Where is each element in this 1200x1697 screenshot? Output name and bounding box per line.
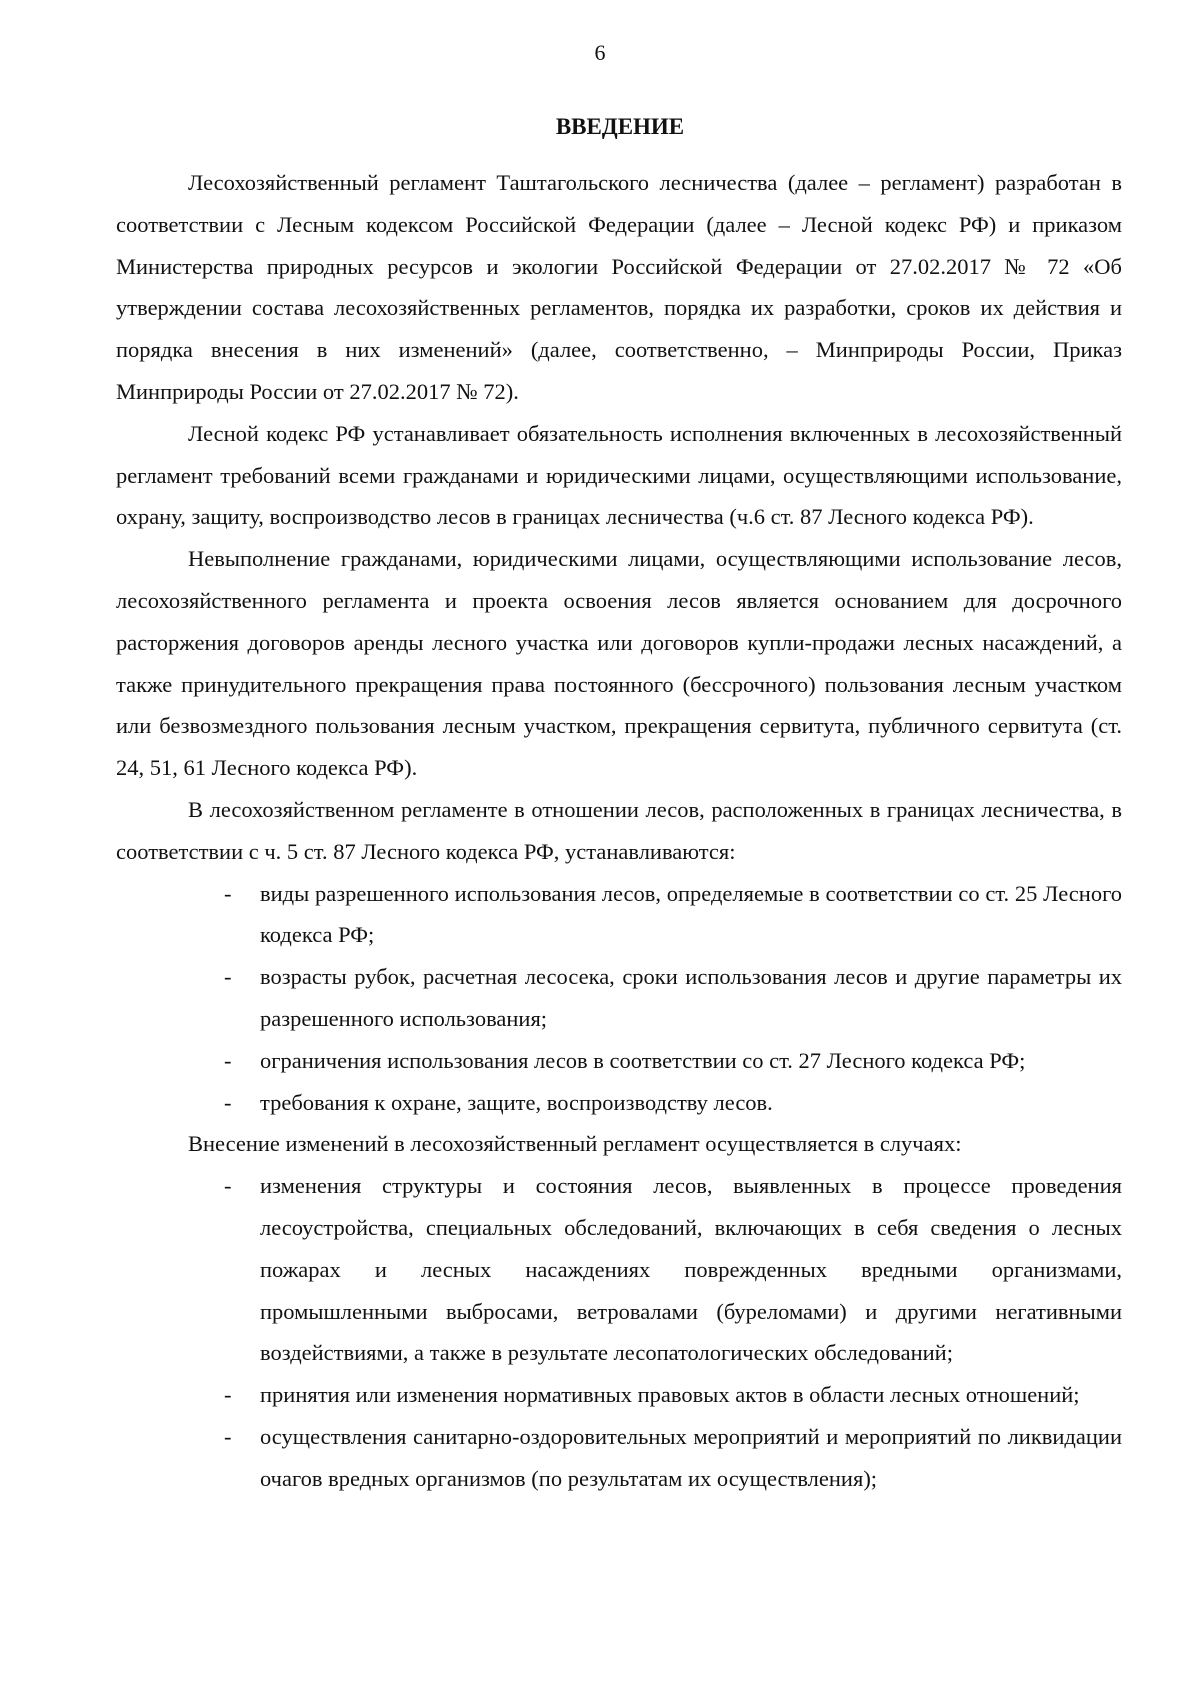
dash-bullet: - xyxy=(224,964,232,990)
paragraph-regulation-basis: Лесохозяйственный регламент Таштагольского лесничества (далее – регламент) разработан в соответствии с Лесным кодексом Российской Федерации (далее – Лесной кодекс РФ) и приказом Министерства природных ресурсов и экологии Российской Федерации от 27.02.2017 № 72 «Об утверждении состава лесохозяйственных регламентов, порядка их разработки, сроков их действия и порядка внесения в них изменений» (далее, соответственно, – Минприроды России, Приказ Минприроды России от 27.02.2017 № 72). xyxy=(116,170,1122,404)
amendment-cases-list xyxy=(116,1165,1122,1499)
list-item: - осуществления санитарно-оздоровительных мероприятий и мероприятий по ликвидации очагов вредных организмов (по результатам их осуществления); xyxy=(260,1416,1122,1500)
list-item: - виды разрешенного использования лесов, определяемые в соответствии со ст. 25 Лесного кодекса РФ; xyxy=(260,873,1122,957)
dash-bullet: - xyxy=(224,1423,232,1449)
dash-bullet: - xyxy=(224,1089,232,1115)
page-title: ВВЕДЕНИЕ xyxy=(555,114,685,139)
dash-bullet: - xyxy=(224,1173,232,1199)
list-item: - требования к охране, защите, воспроизводству лесов. xyxy=(260,1082,1122,1124)
dash-bullet: - xyxy=(224,1047,232,1073)
paragraph-mandatory-compliance: Лесной кодекс РФ устанавливает обязательность исполнения включенных в лесохозяйственный регламент требований всеми гражданами и юридическими лицами, осуществляющими использование, охрану, защиту, воспроизводство лесов в границах лесничества (ч.6 ст. 87 Лесного кодекса РФ). xyxy=(116,420,1122,530)
paragraph-non-compliance: Невыполнение гражданами, юридическими лицами, осуществляющими использование лесов, лесохозяйственного регламента и проекта освоения лесов является основанием для досрочного расторжения договоров аренды лесного участка или договоров купли-продажи лесных насаждений, а также принудительного прекращения права постоянного (бессрочного) пользования лесным участком или безвозмездного пользования лесным участком, прекращения сервитута, публичного сервитута (ст. 24, 51, 61 Лесного кодекса РФ). xyxy=(116,546,1122,781)
established-items-list xyxy=(116,873,1122,1124)
dash-bullet: - xyxy=(224,880,232,906)
list-item: - ограничения использования лесов в соответствии со ст. 27 Лесного кодекса РФ; xyxy=(260,1040,1122,1082)
list-item: - принятия или изменения нормативных правовых актов в области лесных отношений; xyxy=(260,1374,1122,1416)
paragraph-established-items: В лесохозяйственном регламенте в отношении лесов, расположенных в границах лесничества, в соответствии с ч. 5 ст. 87 Лесного кодекса РФ, устанавливаются: xyxy=(116,796,1122,864)
list-item: - изменения структуры и состояния лесов, выявленных в процессе проведения лесоустройства, специальных обследований, включающих в себя сведения о лесных пожарах и лесных насаждениях поврежденных вредными организмами, промышленными выбросами, ветровалами (буреломами) и другими негативными воздействиями, а также в результате лесопатологических обследований; xyxy=(260,1165,1122,1374)
dash-bullet: - xyxy=(224,1382,232,1408)
paragraph-amendment-cases: Внесение изменений в лесохозяйственный регламент осуществляется в случаях: xyxy=(188,1131,962,1157)
list-item: - возрасты рубок, расчетная лесосека, сроки использования лесов и другие параметры их разрешенного использования; xyxy=(260,956,1122,1040)
page-number: 6 xyxy=(594,40,606,65)
document-body xyxy=(116,162,1122,1500)
